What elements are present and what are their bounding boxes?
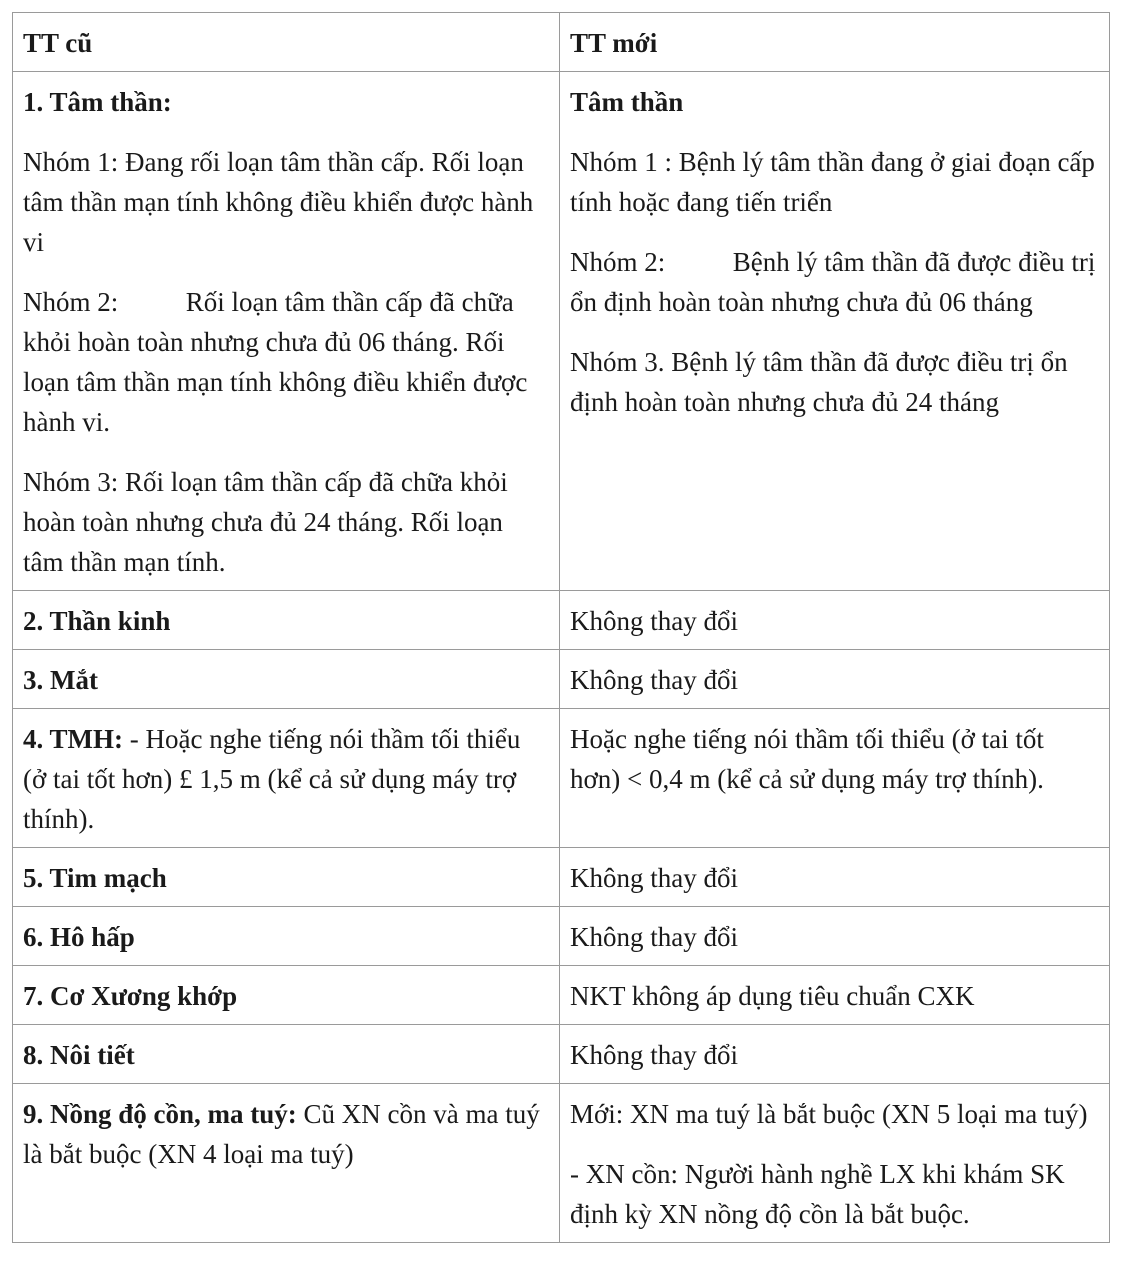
- old-cell: [13, 907, 560, 966]
- table-row: [13, 1025, 1110, 1084]
- new-text: Mới: XN ma tuý là bắt buộc (XN 5 loại ma tuý): [570, 1099, 1088, 1129]
- row-title: 7. Cơ Xương khớp: [23, 981, 238, 1011]
- new-text: NKT không áp dụng tiêu chuẩn CXK: [570, 981, 975, 1011]
- old-text-paragraph: [23, 719, 549, 839]
- old-group-2: Nhóm 2: Rối loạn tâm thần cấp đã chữa khỏi hoàn toàn nhưng chưa đủ 06 tháng. Rối loạn tâm thần mạn tính không điều khiển được hành vi.: [23, 287, 535, 437]
- new-text: Không thay đổi: [570, 863, 738, 893]
- comparison-document: [12, 12, 1109, 1243]
- old-cell: [13, 72, 560, 591]
- new-text: Không thay đổi: [570, 665, 738, 695]
- new-cell: [560, 591, 1110, 650]
- row-title: 8. Nôi tiết: [23, 1040, 135, 1070]
- old-text: Cũ XN cồn và ma tuý là bắt buộc (XN 4 loại ma tuý): [23, 1099, 547, 1169]
- table-row: [13, 966, 1110, 1025]
- new-cell: [560, 848, 1110, 907]
- old-text-paragraph: [23, 1094, 549, 1174]
- comparison-table: [12, 12, 1110, 1243]
- old-cell: [13, 848, 560, 907]
- row-title: 6. Hô hấp: [23, 922, 135, 952]
- new-text: Không thay đổi: [570, 922, 738, 952]
- table-row: [13, 72, 1110, 591]
- row-title: 2. Thần kinh: [23, 606, 171, 636]
- new-text: Không thay đổi: [570, 606, 738, 636]
- table-row: [13, 650, 1110, 709]
- old-group-3: Nhóm 3: Rối loạn tâm thần cấp đã chữa khỏi hoàn toàn nhưng chưa đủ 24 tháng. Rối loạn tâm thần mạn tính.: [23, 467, 508, 577]
- old-cell: [13, 591, 560, 650]
- table-row: [13, 907, 1110, 966]
- new-cell: [560, 966, 1110, 1025]
- new-text: - XN cồn: Người hành nghề LX khi khám SK định kỳ XN nồng độ cồn là bắt buộc.: [570, 1159, 1065, 1229]
- new-cell: [560, 709, 1110, 848]
- table-row: [13, 591, 1110, 650]
- new-cell: [560, 1025, 1110, 1084]
- new-cell: [560, 907, 1110, 966]
- old-cell: [13, 650, 560, 709]
- table-row: [13, 848, 1110, 907]
- header-row: [13, 13, 1110, 72]
- old-cell: [13, 1025, 560, 1084]
- new-text: Không thay đổi: [570, 1040, 738, 1070]
- new-group-3: Nhóm 3. Bệnh lý tâm thần đã được điều trị ổn định hoàn toàn nhưng chưa đủ 24 tháng: [570, 347, 1068, 417]
- header-old: TT cũ: [13, 13, 560, 72]
- row-title: 4. TMH:: [23, 724, 123, 754]
- row-title: 3. Mắt: [23, 665, 98, 695]
- header-new: TT mới: [560, 13, 1110, 72]
- row-title: 5. Tim mạch: [23, 863, 167, 893]
- new-cell: [560, 72, 1110, 591]
- old-group-1: Nhóm 1: Đang rối loạn tâm thần cấp. Rối loạn tâm thần mạn tính không điều khiển được hành vi: [23, 147, 534, 257]
- new-group-2: Nhóm 2: Bệnh lý tâm thần đã được điều trị ổn định hoàn toàn nhưng chưa đủ 06 tháng: [570, 247, 1103, 317]
- row-title: 9. Nồng độ cồn, ma tuý:: [23, 1099, 297, 1129]
- old-cell: [13, 709, 560, 848]
- new-text: Hoặc nghe tiếng nói thầm tối thiểu (ở tai tốt hơn) < 0,4 m (kể cả sử dụng máy trợ thính).: [570, 724, 1044, 794]
- row-title: 1. Tâm thần:: [23, 87, 172, 117]
- new-group-1: Nhóm 1 : Bệnh lý tâm thần đang ở giai đoạn cấp tính hoặc đang tiến triển: [570, 147, 1095, 217]
- old-cell: [13, 966, 560, 1025]
- old-cell: [13, 1084, 560, 1243]
- table-row: [13, 709, 1110, 848]
- new-cell: [560, 1084, 1110, 1243]
- new-cell: [560, 650, 1110, 709]
- table-row: [13, 1084, 1110, 1243]
- row-title-new: Tâm thần: [570, 87, 684, 117]
- old-text: - Hoặc nghe tiếng nói thầm tối thiểu (ở tai tốt hơn) £ 1,5 m (kể cả sử dụng máy trợ thính).: [23, 724, 528, 834]
